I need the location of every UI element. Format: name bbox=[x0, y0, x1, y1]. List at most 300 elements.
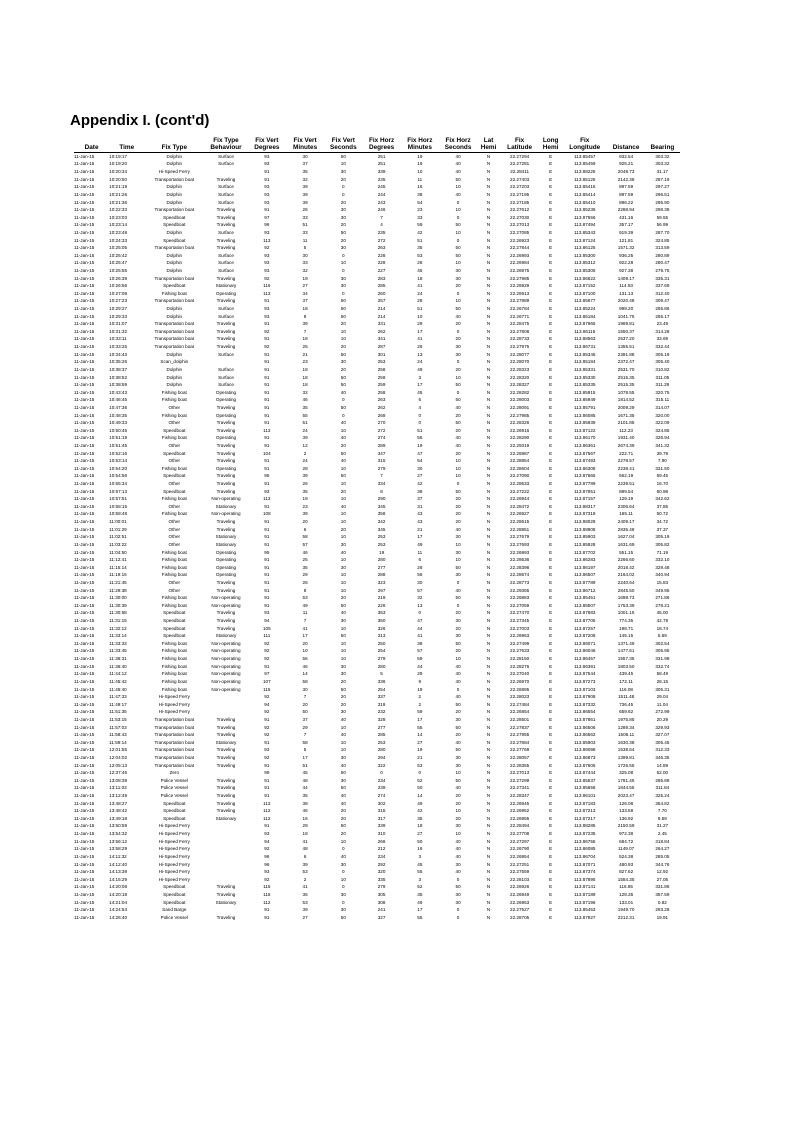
table-cell: 13:54:32 bbox=[109, 831, 128, 837]
table-cell: 91 bbox=[264, 374, 270, 380]
table-cell: Stationary bbox=[215, 815, 237, 821]
table-cell: E bbox=[549, 793, 553, 799]
table-cell: Surface bbox=[218, 351, 234, 357]
table-cell: 95 bbox=[264, 473, 270, 479]
table-cell: 96 bbox=[264, 222, 270, 228]
table-cell: 20 bbox=[340, 199, 346, 205]
table-cell: 41 bbox=[302, 884, 308, 890]
table-cell: 92 bbox=[264, 328, 270, 334]
table-cell: N bbox=[486, 815, 491, 821]
table-cell: 20 bbox=[340, 488, 346, 494]
table-cell: 290 bbox=[377, 496, 386, 502]
table-cell: 40 bbox=[340, 610, 346, 616]
table-cell: 10:34:43 bbox=[109, 351, 128, 357]
table-cell: 11-Jan-15 bbox=[74, 899, 95, 905]
table-cell: 22.28705 bbox=[510, 914, 530, 920]
table-cell: E bbox=[549, 907, 553, 913]
table-cell: 59 bbox=[417, 709, 423, 715]
table-cell: 40 bbox=[340, 549, 346, 555]
table-cell: 2266.60 bbox=[617, 557, 635, 563]
table-cell: 116.08 bbox=[619, 686, 633, 692]
table-cell: 331.50 bbox=[655, 465, 670, 471]
table-cell: 11-Jan-15 bbox=[74, 207, 95, 213]
table-cell: 312.33 bbox=[655, 747, 670, 753]
table-cell: Hi-Speed Ferry bbox=[158, 701, 190, 707]
table-cell: 2 bbox=[418, 694, 422, 700]
table-cell: 11-Jan-15 bbox=[74, 214, 95, 220]
column-header-line1: Long bbox=[542, 137, 559, 144]
table-cell: 10 bbox=[340, 519, 346, 525]
table-cell: E bbox=[549, 853, 553, 859]
table-cell: 113.85451 bbox=[574, 595, 596, 601]
table-cell: Transportation boat bbox=[154, 344, 195, 350]
table-cell: Operating bbox=[215, 412, 237, 418]
table-cell: 11:44:12 bbox=[109, 671, 127, 677]
table-cell: 337.69 bbox=[655, 283, 670, 289]
table-cell: 11-Jan-15 bbox=[74, 366, 95, 372]
table-cell: 22.27768 bbox=[510, 747, 530, 753]
table-cell: 113 bbox=[263, 237, 271, 243]
table-cell: 22.27989 bbox=[510, 298, 530, 304]
table-cell: 91 bbox=[264, 526, 270, 532]
table-cell: 53 bbox=[302, 899, 308, 905]
table-cell: 93 bbox=[264, 313, 270, 319]
table-cell bbox=[204, 831, 247, 839]
table-cell: 314.07 bbox=[655, 404, 670, 410]
table-cell: 113.85224 bbox=[574, 306, 596, 312]
table-cell: N bbox=[486, 572, 491, 578]
table-cell: 11-Jan-15 bbox=[74, 869, 95, 875]
table-cell: 10 bbox=[340, 739, 346, 745]
table-cell: E bbox=[549, 625, 553, 631]
column-header-line2: Distance bbox=[612, 144, 640, 152]
table-cell: 10 bbox=[340, 534, 346, 540]
table-cell: 1803.50 bbox=[617, 663, 635, 669]
table-cell: 35 bbox=[302, 564, 308, 570]
table-cell: Speedboat bbox=[163, 884, 186, 890]
table-cell: 11 bbox=[417, 176, 423, 182]
table-cell: 7 bbox=[380, 214, 383, 220]
column-header bbox=[539, 137, 562, 153]
table-cell: E bbox=[549, 686, 553, 692]
table-cell: 11-Jan-15 bbox=[74, 283, 95, 289]
table-cell: 28 bbox=[302, 465, 308, 471]
table-cell: 19 bbox=[417, 686, 423, 692]
table-cell: 91 bbox=[264, 465, 270, 471]
table-cell: E bbox=[549, 450, 553, 456]
table-cell: E bbox=[549, 344, 553, 350]
table-cell: 39 bbox=[302, 321, 308, 327]
table-cell: 30 bbox=[340, 275, 346, 281]
table-cell: 31.27 bbox=[656, 823, 669, 829]
table-cell: N bbox=[486, 359, 491, 365]
table-cell: 20 bbox=[455, 800, 461, 806]
table-cell: 114.93 bbox=[619, 283, 633, 289]
table-cell: 41 bbox=[417, 283, 423, 289]
table-cell: 10 bbox=[340, 511, 346, 517]
table-cell: 1814.52 bbox=[617, 397, 635, 403]
table-cell: 32 bbox=[302, 267, 308, 273]
table-cell: 107 bbox=[262, 678, 271, 684]
table-cell: 30 bbox=[302, 686, 308, 692]
table-cell: E bbox=[549, 214, 553, 220]
table-cell: 1584.35 bbox=[617, 876, 635, 882]
table-cell: 10 bbox=[340, 747, 346, 753]
table-cell: 329.48 bbox=[655, 564, 670, 570]
table-cell: 30 bbox=[302, 153, 308, 159]
table-cell: 39 bbox=[302, 184, 308, 190]
table-cell: 32 bbox=[417, 595, 423, 601]
table-cell: 2391.88 bbox=[617, 351, 635, 357]
table-cell: E bbox=[549, 519, 553, 525]
table-cell: E bbox=[549, 534, 553, 540]
table-cell: 11-Jan-15 bbox=[74, 306, 95, 312]
table-cell: 10 bbox=[455, 557, 461, 563]
table-cell: 305.82 bbox=[655, 541, 670, 547]
table-cell: 40 bbox=[455, 169, 461, 175]
table-cell: 289 bbox=[377, 443, 386, 448]
table-cell: 30 bbox=[302, 252, 308, 258]
table-cell: 26 bbox=[302, 207, 308, 213]
table-cell: 30 bbox=[455, 549, 461, 555]
table-cell: 10 bbox=[417, 169, 423, 175]
table-cell: 113.87494 bbox=[574, 222, 596, 228]
table-cell: 91 bbox=[264, 503, 270, 509]
table-cell: 11-Jan-15 bbox=[74, 161, 95, 167]
table-cell: E bbox=[549, 511, 553, 517]
table-cell: 7 bbox=[303, 328, 307, 334]
table-cell: E bbox=[549, 678, 553, 684]
table-cell: 113.87927 bbox=[574, 914, 596, 920]
table-cell: 11-Jan-15 bbox=[74, 891, 95, 897]
table-cell: Police Vessel bbox=[160, 793, 188, 799]
table-cell: 22.26916 bbox=[510, 427, 530, 433]
table-cell: Transportation boat bbox=[154, 275, 195, 281]
table-cell: 29 bbox=[417, 321, 423, 327]
table-cell: E bbox=[549, 869, 553, 875]
table-cell: 50 bbox=[455, 397, 461, 403]
table-cell: 37.37 bbox=[656, 526, 669, 532]
table-cell: E bbox=[549, 709, 553, 715]
table-cell: 16 bbox=[417, 846, 423, 852]
table-cell: Other bbox=[168, 481, 181, 487]
table-row bbox=[74, 572, 680, 580]
table-cell: 22.26895 bbox=[510, 686, 530, 692]
table-cell: 23.49 bbox=[656, 321, 669, 327]
table-cell: 10:58:15 bbox=[109, 503, 128, 509]
table-cell: 113.87124 bbox=[574, 237, 596, 243]
table-cell: 50 bbox=[340, 229, 346, 235]
table-cell: 93 bbox=[264, 306, 270, 312]
table-cell: 11:03:22 bbox=[109, 541, 127, 547]
table-cell: 11 bbox=[302, 237, 308, 243]
table-cell: 53 bbox=[417, 252, 423, 258]
table-row bbox=[74, 176, 680, 184]
table-cell: 10:26:39 bbox=[109, 275, 128, 281]
table-cell: Hi-Speed Ferry bbox=[158, 694, 190, 700]
table-cell: N bbox=[486, 534, 491, 540]
table-cell: 22.27341 bbox=[510, 785, 530, 791]
table-cell: N bbox=[486, 876, 491, 882]
table-cell: Hi-Speed Ferry bbox=[158, 861, 190, 867]
table-cell: 326 bbox=[377, 625, 386, 631]
table-cell: 1698.73 bbox=[617, 595, 635, 601]
table-cell: 91 bbox=[264, 823, 270, 829]
table-cell: 1289.34 bbox=[617, 724, 635, 730]
table-cell: Speedboat bbox=[163, 899, 186, 905]
table-cell: 5.69 bbox=[657, 633, 667, 639]
table-row bbox=[74, 366, 680, 374]
table-cell: 93 bbox=[264, 252, 270, 258]
table-cell: 49 bbox=[417, 899, 423, 905]
table-cell: 322 bbox=[377, 762, 386, 768]
table-cell: 27.05 bbox=[656, 876, 669, 882]
table-cell: Stationary bbox=[215, 899, 237, 905]
table-cell: 11-Jan-15 bbox=[74, 648, 95, 654]
table-cell: 91 bbox=[264, 176, 270, 182]
table-cell: 27 bbox=[417, 739, 423, 745]
table-cell: 999.20 bbox=[619, 306, 634, 312]
table-cell: 33.69 bbox=[656, 336, 669, 342]
table-cell: 50 bbox=[455, 777, 461, 783]
table-cell: 113.87213 bbox=[574, 808, 596, 814]
table-cell: 0 bbox=[456, 907, 460, 913]
table-cell: 10:25:55 bbox=[109, 267, 128, 273]
table-cell: Speedboat bbox=[163, 815, 186, 821]
table-cell: 17 bbox=[417, 534, 423, 540]
table-cell: 0 bbox=[456, 237, 460, 243]
table-cell: 11-Jan-15 bbox=[74, 237, 95, 243]
table-cell: 93 bbox=[264, 488, 270, 494]
table-cell: 113.86308 bbox=[574, 465, 596, 471]
table-cell: 27 bbox=[417, 831, 423, 837]
table-cell: 93 bbox=[264, 610, 270, 616]
table-cell: 26 bbox=[302, 481, 308, 487]
table-cell: 35 bbox=[417, 815, 423, 821]
table-row bbox=[74, 724, 680, 732]
table-cell: 10:33:25 bbox=[109, 344, 128, 350]
table-cell: N bbox=[486, 366, 491, 372]
table-cell: 11 bbox=[302, 610, 308, 616]
table-cell: Traveling bbox=[216, 884, 236, 890]
table-cell: 38 bbox=[417, 488, 423, 494]
table-cell: 22.26927 bbox=[510, 511, 530, 517]
column-header-line2: Hemi bbox=[480, 144, 497, 152]
table-row bbox=[74, 153, 680, 161]
table-cell: 50 bbox=[455, 747, 461, 753]
table-cell: 301 bbox=[377, 351, 386, 357]
table-cell: Traveling bbox=[216, 344, 236, 350]
table-cell: 91 bbox=[264, 420, 270, 426]
column-header-line1: Fix Horz bbox=[368, 137, 395, 144]
table-cell: 11:45:42 bbox=[109, 678, 127, 684]
table-cell: Hi-Speed Ferry bbox=[158, 169, 190, 175]
table-cell: 11-Jan-15 bbox=[74, 633, 95, 639]
table-row bbox=[74, 503, 680, 511]
table-cell: Fishing boat bbox=[161, 290, 187, 296]
table-cell: Dolphin bbox=[166, 351, 183, 357]
table-cell: 22.27559 bbox=[510, 869, 530, 875]
table-cell: 2288.94 bbox=[617, 207, 635, 213]
table-cell: 22.27708 bbox=[510, 831, 530, 837]
table-cell: N bbox=[486, 808, 491, 814]
table-cell: 113.85453 bbox=[574, 907, 596, 913]
table-cell: 91 bbox=[264, 412, 270, 418]
table-cell: 11-Jan-15 bbox=[74, 838, 95, 844]
table-cell: 50 bbox=[340, 298, 346, 304]
table-cell: 19 bbox=[417, 161, 423, 167]
table-cell: 11-Jan-15 bbox=[74, 275, 95, 281]
table-cell: 234 bbox=[377, 853, 386, 859]
table-cell: 1550.37 bbox=[617, 328, 635, 334]
table-row bbox=[74, 648, 680, 656]
table-cell: 235 bbox=[377, 176, 386, 182]
table-cell: 11-Jan-15 bbox=[74, 678, 95, 684]
table-row bbox=[74, 853, 680, 861]
table-cell: 24 bbox=[302, 427, 308, 433]
table-cell: 11-Jan-15 bbox=[74, 534, 95, 540]
table-cell: 7 bbox=[303, 618, 307, 624]
table-cell: Stationary bbox=[215, 739, 237, 745]
table-cell: 39 bbox=[302, 473, 308, 479]
table-cell: 17 bbox=[417, 716, 423, 722]
table-cell: 113.86622 bbox=[574, 275, 596, 281]
column-header-line1: Fix Horz bbox=[407, 137, 433, 144]
table-cell: 113.85677 bbox=[574, 298, 596, 304]
table-cell: 11-Jan-15 bbox=[74, 876, 95, 882]
table-cell: 22.28290 bbox=[510, 435, 530, 441]
table-cell: 22.28323 bbox=[510, 366, 530, 372]
table-cell: Dolphin bbox=[166, 313, 183, 319]
table-cell: 11-Jan-15 bbox=[74, 184, 95, 190]
table-header bbox=[74, 137, 680, 153]
table-cell: 40 bbox=[340, 420, 346, 426]
table-cell: 1726.55 bbox=[617, 762, 635, 768]
table-cell: Transportation boat bbox=[154, 747, 195, 753]
table-cell: N bbox=[486, 716, 491, 722]
table-cell: 253 bbox=[377, 541, 386, 547]
table-cell: 22.28326 bbox=[510, 420, 530, 426]
table-cell: 10:54:20 bbox=[109, 465, 128, 471]
table-cell: 20 bbox=[455, 732, 461, 738]
table-cell: 18.74 bbox=[656, 625, 669, 631]
table-cell: N bbox=[486, 595, 491, 601]
table-cell: 22.28494 bbox=[510, 823, 530, 829]
table-cell: 10:51:45 bbox=[109, 443, 128, 448]
table-cell: 50 bbox=[455, 245, 461, 251]
table-cell: 32 bbox=[302, 176, 308, 182]
table-cell: 20 bbox=[340, 526, 346, 532]
table-cell: 10 bbox=[455, 260, 461, 266]
table-cell: 12:05:13 bbox=[109, 762, 128, 768]
table-cell: 50 bbox=[340, 153, 346, 159]
table-cell: Hi-Speed Ferry bbox=[158, 846, 190, 852]
table-cell: 331.98 bbox=[655, 656, 670, 662]
table-cell: E bbox=[549, 579, 553, 585]
table-cell: 22.27808 bbox=[510, 328, 530, 334]
table-row bbox=[74, 610, 680, 618]
table-cell: Transportation boat bbox=[154, 328, 195, 334]
table-cell: 22.27612 bbox=[510, 207, 530, 213]
table-cell: 30 bbox=[455, 275, 461, 281]
table-cell: Speedboat bbox=[163, 625, 186, 631]
table-cell: 113.85414 bbox=[574, 191, 596, 197]
table-cell: Dolphin bbox=[166, 153, 183, 159]
table-cell: 11:30:39 bbox=[109, 602, 127, 608]
table-cell: Police Vessel bbox=[160, 914, 188, 920]
table-cell: 30 bbox=[455, 899, 461, 905]
table-cell: 10 bbox=[340, 648, 346, 654]
table-cell: E bbox=[549, 914, 553, 920]
table-cell: 10:23:48 bbox=[109, 229, 128, 235]
table-cell: 336 bbox=[377, 678, 386, 684]
table-cell: 260 bbox=[377, 290, 386, 296]
table-cell: 113.86391 bbox=[574, 663, 596, 669]
table-cell: 49 bbox=[302, 602, 308, 608]
table-cell: E bbox=[549, 252, 553, 258]
table-cell: 0 bbox=[456, 214, 460, 220]
column-header-line1: Fix bbox=[580, 137, 590, 144]
table-cell: Other bbox=[168, 519, 181, 525]
table-cell: 33 bbox=[302, 260, 308, 266]
table-cell: 263 bbox=[377, 397, 386, 403]
table-cell: N bbox=[486, 899, 491, 905]
table-cell: 11-Jan-15 bbox=[74, 435, 95, 441]
table-cell: Traveling bbox=[216, 587, 236, 593]
table-cell: 22.27195 bbox=[510, 191, 530, 197]
table-cell: E bbox=[549, 671, 553, 677]
table-cell: 10 bbox=[455, 458, 461, 464]
table-cell: Speedboat bbox=[163, 891, 186, 897]
table-cell: 20 bbox=[340, 344, 346, 350]
table-cell: E bbox=[549, 420, 553, 426]
table-cell: 10 bbox=[340, 427, 346, 433]
table-cell: 113.87235 bbox=[574, 831, 596, 837]
table-cell: 358 bbox=[377, 511, 386, 517]
table-cell: 353 bbox=[377, 610, 386, 616]
table-cell: 39 bbox=[302, 511, 308, 517]
table-cell: 279 bbox=[377, 656, 386, 662]
table-cell: 91 bbox=[264, 359, 270, 365]
table-cell: 1041.75 bbox=[617, 313, 635, 319]
table-cell: Fishing boat bbox=[161, 678, 187, 684]
table-cell: 10:57:51 bbox=[109, 496, 128, 502]
table-cell: 20 bbox=[455, 793, 461, 799]
table-cell: 30 bbox=[455, 267, 461, 273]
table-cell: 335 bbox=[377, 876, 386, 882]
table-cell: N bbox=[486, 891, 491, 897]
table-cell: 37.85 bbox=[656, 503, 669, 509]
table-cell: N bbox=[486, 169, 491, 175]
table-cell: E bbox=[549, 526, 553, 532]
table-cell: 113.85939 bbox=[574, 420, 596, 426]
table-cell: 22.26929 bbox=[510, 283, 530, 289]
table-cell: 270 bbox=[377, 420, 386, 426]
table-cell: 2048.73 bbox=[617, 169, 635, 175]
table-cell: Transportation boat bbox=[154, 245, 195, 251]
table-cell: Traveling bbox=[216, 800, 236, 806]
table-cell: 10:25:05 bbox=[109, 245, 128, 251]
table-cell: 22.28347 bbox=[510, 793, 530, 799]
table-cell: 11-Jan-15 bbox=[74, 443, 95, 448]
table-cell: N bbox=[486, 184, 491, 190]
table-cell: Other bbox=[168, 404, 181, 410]
table-cell: 14:20:08 bbox=[109, 884, 128, 890]
table-cell: Traveling bbox=[216, 222, 236, 228]
table-cell: 1949.70 bbox=[617, 907, 635, 913]
table-cell: Speedboat bbox=[163, 283, 186, 289]
table-cell: Dolphin bbox=[166, 184, 183, 190]
